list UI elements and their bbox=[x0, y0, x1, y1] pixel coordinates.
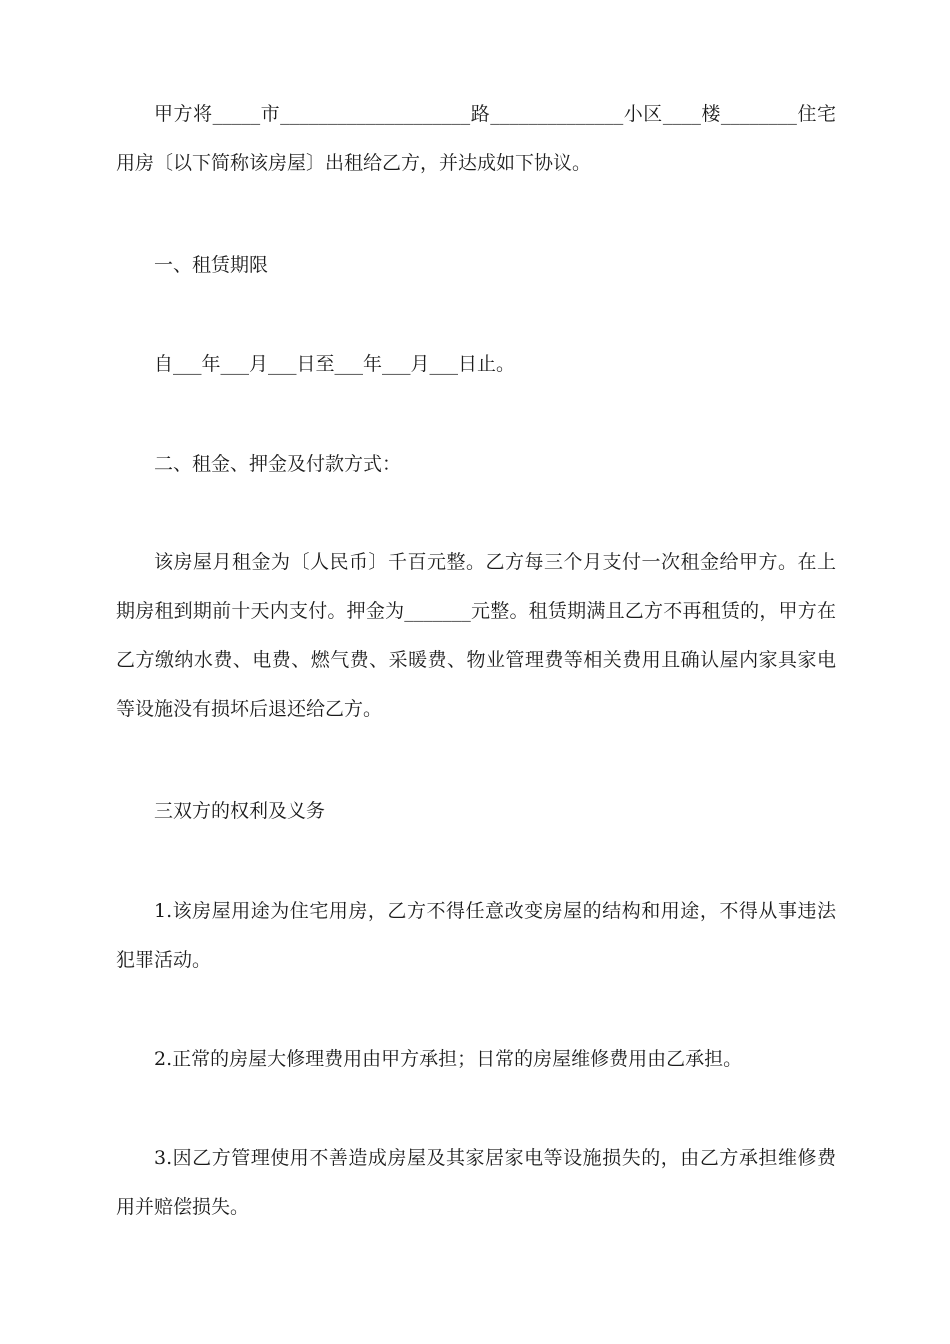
section-heading-lease-term: 一、租赁期限 bbox=[154, 254, 269, 276]
paragraph-premises: 甲方将_____市____________________路______________小区____楼________住宅用房〔以下简称该房屋〕出租给乙方，并达成如下协议。 bbox=[116, 103, 836, 174]
paragraph-lease-dates: 自___年___月___日至___年___月___日止。 bbox=[154, 353, 516, 375]
section-heading-rights-obligations: 三双方的权利及义务 bbox=[154, 800, 326, 822]
clause-3-damages: 3.因乙方管理使用不善造成房屋及其家居家电等设施损失的，由乙方承担维修费用并赔偿损失。 bbox=[116, 1147, 836, 1218]
clause-2-repairs: 2.正常的房屋大修理费用由甲方承担；日常的房屋维修费用由乙承担。 bbox=[154, 1048, 743, 1070]
paragraph-rent-terms: 该房屋月租金为〔人民币〕千百元整。乙方每三个月支付一次租金给甲方。在上期房租到期前十天内支付。押金为_______元整。租赁期满且乙方不再租赁的，甲方在乙方缴纳水费、电费、燃气费、采暖费、物业管理费等相关费用且确认屋内家具家电等设施没有损坏后退还给乙方。 bbox=[116, 551, 836, 720]
clause-1-usage: 1.该房屋用途为住宅用房，乙方不得任意改变房屋的结构和用途，不得从事违法犯罪活动。 bbox=[116, 900, 836, 971]
section-heading-rent-deposit: 二、租金、押金及付款方式： bbox=[154, 453, 402, 475]
